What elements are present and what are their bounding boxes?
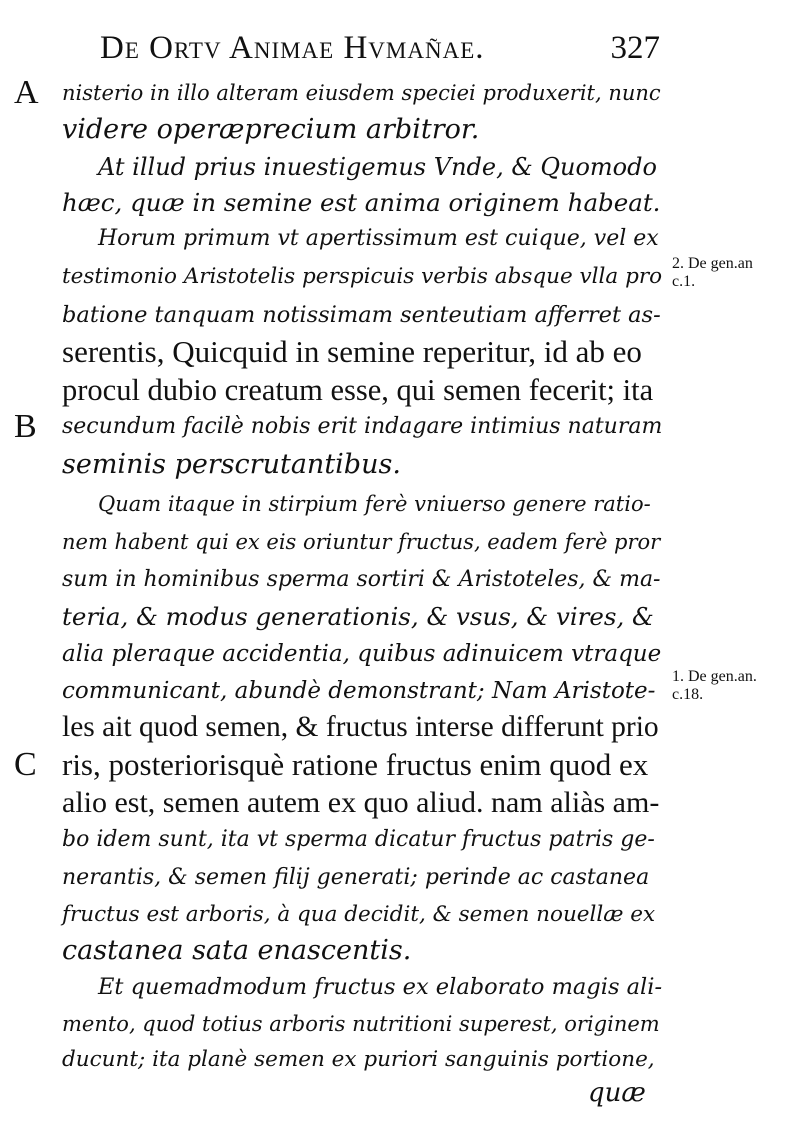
text-line: Et quemadmodum fructus ex elaborato magis ali-: [98, 974, 663, 1000]
text-line: procul dubio creatum esse, qui semen fecerit; ita: [62, 373, 654, 407]
text-line: videre operæprecium arbitror.: [62, 114, 480, 145]
text-line: sum in hominibus sperma sortiri & Aristoteles, & ma-: [62, 567, 661, 592]
margin-note-line: 1. De gen.an.: [672, 668, 757, 685]
text-line: seminis perscrutantibus.: [62, 449, 401, 480]
text-line: nisterio in illo alteram eiusdem speciei produxerit, nunc: [62, 81, 661, 105]
text-line: castanea sata enascentis.: [62, 935, 412, 966]
running-head-title: De Ortv Animae Hvmañae.: [100, 30, 485, 66]
section-letter-a: A: [14, 74, 39, 111]
text-line: teria, & modus generationis, & vsus, & vires, &: [62, 602, 654, 631]
section-letter-b: B: [14, 408, 37, 445]
text-line: nerantis, & semen filij generati; perinde ac castanea: [62, 865, 650, 890]
text-line: ris, posteriorisquè ratione fructus enim quod ex: [62, 747, 649, 782]
text-line: ducunt; ita planè semen ex puriori sanguinis portione,: [62, 1047, 655, 1072]
text-line: testimonio Aristotelis perspicuis verbis absque vlla pro: [62, 264, 663, 289]
text-line: hæc, quæ in semine est anima originem habeat.: [62, 188, 661, 217]
text-line: fructus est arboris, à qua decidit, & semen nouellæ ex: [62, 902, 656, 927]
text-line: batione tanquam notissimam senteutiam afferret as-: [62, 302, 661, 328]
text-line: serentis, Quicquid in semine reperitur, id ab eo: [62, 334, 642, 369]
margin-note-2: [672, 668, 757, 704]
catchword: quæ: [588, 1078, 646, 1108]
page-number: 327: [610, 30, 660, 66]
text-line: communicant, abundè demonstrant; Nam Aristote-: [62, 678, 656, 704]
margin-note-line: c.18.: [672, 686, 704, 703]
text-line: At illud prius inuestigemus Vnde, & Quomodo: [98, 153, 657, 181]
text-line: alia pleraque accidentia, quibus adinuicem vtraque: [62, 641, 662, 667]
text-line: Quam itaque in stirpium ferè vniuerso genere ratio-: [98, 492, 651, 516]
text-line: Horum primum vt apertissimum est cuique, vel ex: [98, 226, 659, 251]
text-line: bo idem sunt, ita vt sperma dicatur fructus patris ge-: [62, 827, 655, 852]
text-line: mento, quod totius arboris nutritioni superest, originem: [62, 1012, 660, 1036]
text-line: secundum facilè nobis erit indagare intimius naturam: [62, 414, 663, 439]
margin-note-line: 2. De gen.an: [672, 255, 753, 272]
margin-note-line: c.1.: [672, 273, 696, 290]
text-line: alio est, semen autem ex quo aliud. nam aliàs am-: [62, 786, 660, 819]
text-line: nem habent qui ex eis oriuntur fructus, eadem ferè pror: [62, 530, 661, 554]
margin-note-1: [672, 255, 753, 291]
text-line: les ait quod semen, & fructus interse differunt prio: [62, 711, 659, 743]
section-letter-c: C: [14, 746, 37, 783]
